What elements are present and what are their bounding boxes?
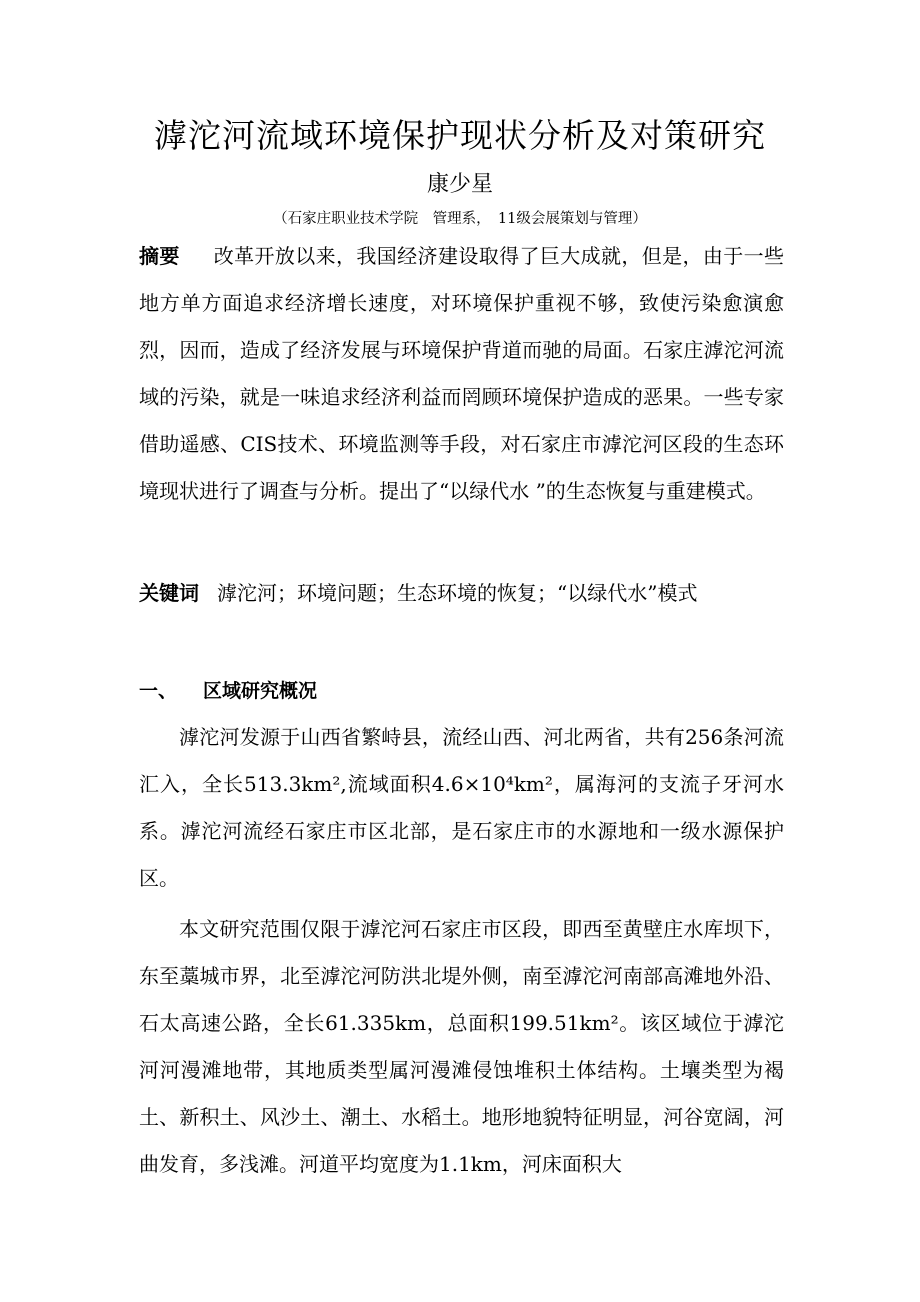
paper-title: 滹沱河流域环境保护现状分析及对策研究 bbox=[154, 116, 766, 155]
affiliation-text: （石家庄职业技术学院 管理系， 11级会展策划与管理） bbox=[273, 211, 647, 227]
abstract-label: 摘要 bbox=[139, 244, 180, 268]
abstract-block bbox=[139, 233, 784, 515]
body-paragraph-1: 滹沱河发源于山西省繁峙县，流经山西、河北两省，共有256条河流汇入，全长513.3km²,流域面积4.6×10⁴km²，属海河的支流子牙河水系。滹沱河流经石家庄市区北部，是石家庄市的水源地和一级水源保护区。 bbox=[139, 725, 784, 890]
keywords-text: 滹沱河；环境问题；生态环境的恢复；“以绿代水”模式 bbox=[217, 581, 698, 605]
section-title: 区域研究概况 bbox=[203, 680, 318, 702]
abstract-text: 改革开放以来，我国经济建设取得了巨大成就，但是，由于一些地方单方面追求经济增长速度，对环境保护重视不够，致使污染愈演愈烈，因而，造成了经济发展与环境保护背道而驰的局面。石家庄滹沱河流域的污染，就是一味追求经济利益而罔顾环境保护造成的恶果。一些专家借助遥感、CIS技术、环境监测等手段，对石家庄市滹沱河区段的生态环境现状进行了调查与分析。提出了“以绿代水 ”的生态恢复与重建模式。 bbox=[139, 244, 785, 503]
section-heading bbox=[139, 668, 317, 715]
keywords-block bbox=[139, 570, 784, 617]
author-name: 康少星 bbox=[426, 172, 493, 197]
body-paragraph-2: 本文研究范围仅限于滹沱河石家庄市区段，即西至黄壁庄水库坝下，东至藁城市界，北至滹沱河防洪北堤外侧，南至滹沱河南部高滩地外沿、石太高速公路，全长61.335km，总面积199.51km²。该区域位于滹沱河河漫滩地带，其地质类型属河漫滩侵蚀堆积土体结构。土壤类型为褐土、新积土、风沙土、潮土、水稻土。地形地貌特征明显，河谷宽阔，河曲发育，多浅滩。河道平均宽度为1.1km，河床面积大 bbox=[139, 917, 784, 1176]
section-number: 一、 bbox=[139, 680, 178, 702]
author-affiliation bbox=[0, 206, 920, 232]
keywords-label: 关键词 bbox=[139, 581, 199, 605]
